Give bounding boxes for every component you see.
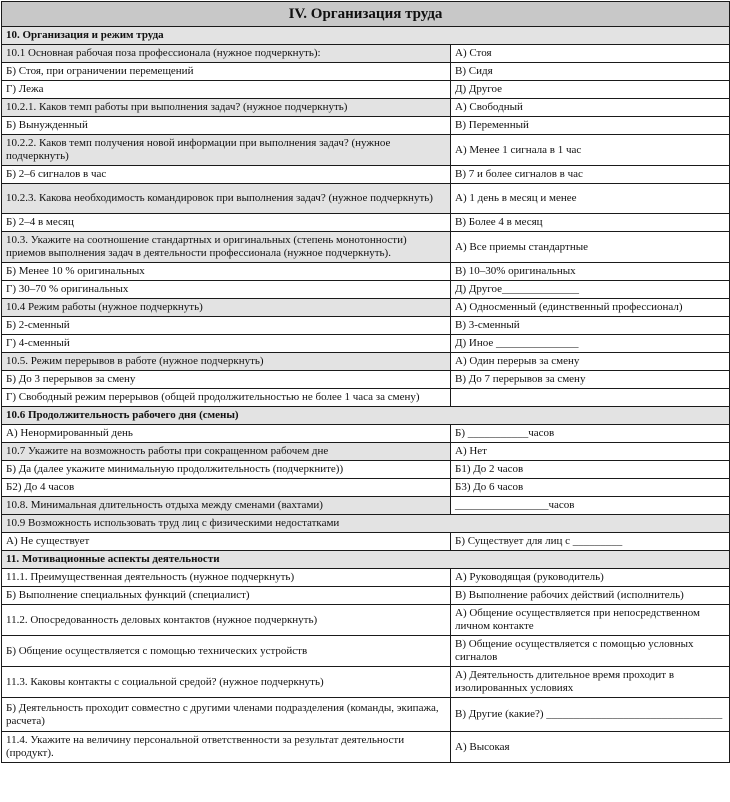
answer-row [2, 698, 730, 732]
answer-row [2, 81, 730, 99]
section-header: 10.6 Продолжительность рабочего дня (смены) [2, 407, 730, 425]
option-left[interactable]: Б) Выполнение специальных функций (специалист) [2, 587, 451, 605]
question-text: 10.1 Основная рабочая поза профессионала (нужное подчеркнуть): [2, 45, 451, 63]
section-header-row [2, 407, 730, 425]
question-row [2, 443, 730, 461]
answer-row [2, 166, 730, 184]
answer-row [2, 317, 730, 335]
option-right[interactable]: В) Переменный [451, 117, 730, 135]
option-right[interactable]: А) Нет [451, 443, 730, 461]
option-right[interactable]: В) Общение осуществляется с помощью условных сигналов [451, 636, 730, 667]
option-right[interactable]: В) Выполнение рабочих действий (исполнитель) [451, 587, 730, 605]
option-right[interactable]: Б3) До 6 часов [451, 479, 730, 497]
option-right[interactable]: _________________часов [451, 497, 730, 515]
question-row [2, 99, 730, 117]
answer-row [2, 636, 730, 667]
option-right[interactable]: Б1) До 2 часов [451, 461, 730, 479]
option-left[interactable]: Г) 30–70 % оригинальных [2, 281, 451, 299]
option-right[interactable]: А) Стоя [451, 45, 730, 63]
option-right[interactable]: А) Один перерыв за смену [451, 353, 730, 371]
section-header-row [2, 551, 730, 569]
option-left[interactable]: Г) 4-сменный [2, 335, 451, 353]
question-row [2, 299, 730, 317]
question-row [2, 515, 730, 533]
question-row [2, 497, 730, 515]
option-right[interactable]: В) Более 4 в месяц [451, 214, 730, 232]
answer-row [2, 461, 730, 479]
answer-row [2, 667, 730, 698]
option-left[interactable]: 11.2. Опосредованность деловых контактов (нужное подчеркнуть) [2, 605, 451, 636]
answer-row [2, 371, 730, 389]
option-right[interactable]: Д) Иное _______________ [451, 335, 730, 353]
option-left[interactable]: 11.3. Каковы контакты с социальной средой? (нужное подчеркнуть) [2, 667, 451, 698]
option-right[interactable]: А) Менее 1 сигнала в 1 час [451, 135, 730, 166]
option-left[interactable]: 11.4. Укажите на величину персональной ответственности за результат деятельности (продукт). [2, 732, 451, 763]
option-right[interactable]: А) Односменный (единственный профессионал) [451, 299, 730, 317]
organization-of-work-form [1, 1, 730, 763]
option-right[interactable]: А) Руководящая (руководитель) [451, 569, 730, 587]
answer-row [2, 389, 730, 407]
option-right[interactable]: В) 3-сменный [451, 317, 730, 335]
option-left[interactable]: Г) Лежа [2, 81, 451, 99]
answer-row [2, 605, 730, 636]
option-right[interactable]: А) Все приемы стандартные [451, 232, 730, 263]
option-right[interactable]: Б) ___________часов [451, 425, 730, 443]
question-text: 10.2.3. Какова необходимость командировок при выполнения задач? (нужное подчеркнуть) [2, 184, 451, 214]
answer-row [2, 533, 730, 551]
answer-row [2, 732, 730, 763]
form-title: IV. Организация труда [2, 2, 730, 27]
answer-row [2, 214, 730, 232]
option-left[interactable]: Б) Вынужденный [2, 117, 451, 135]
answer-row [2, 63, 730, 81]
section-header-row [2, 27, 730, 45]
option-left[interactable]: Б) До 3 перерывов за смену [2, 371, 451, 389]
section-header: 11. Мотивационные аспекты деятельности [2, 551, 730, 569]
option-left[interactable]: А) Не существует [2, 533, 451, 551]
question-text: 10.2.1. Каков темп работы при выполнения задач? (нужное подчеркнуть) [2, 99, 451, 117]
option-right[interactable]: Д) Другое [451, 81, 730, 99]
form-title-row [2, 2, 730, 27]
question-text: 10.2.2. Каков темп получения новой информации при выполнения задач? (нужное подчеркнуть) [2, 135, 451, 166]
question-row [2, 184, 730, 214]
option-right [451, 389, 730, 407]
answer-row [2, 117, 730, 135]
question-row [2, 45, 730, 63]
option-right[interactable]: А) Высокая [451, 732, 730, 763]
option-left[interactable]: Б) Общение осуществляется с помощью технических устройств [2, 636, 451, 667]
question-text: 10.3. Укажите на соотношение стандартных и оригинальных (степень монотонности) приемов выполнения задач в деятельности профессионала (нужное подчеркнуть). [2, 232, 451, 263]
option-right[interactable]: А) Свободный [451, 99, 730, 117]
option-right[interactable]: В) 7 и более сигналов в час [451, 166, 730, 184]
option-right[interactable]: В) До 7 перерывов за смену [451, 371, 730, 389]
option-left[interactable]: Б) Менее 10 % оригинальных [2, 263, 451, 281]
question-row [2, 135, 730, 166]
option-left[interactable]: А) Ненормированный день [2, 425, 451, 443]
option-right[interactable]: А) Деятельность длительное время проходит в изолированных условиях [451, 667, 730, 698]
question-text: 10.5. Режим перерывов в работе (нужное подчеркнуть) [2, 353, 451, 371]
section-header: 10. Организация и режим труда [2, 27, 730, 45]
option-right[interactable]: В) 10–30% оригинальных [451, 263, 730, 281]
answer-row [2, 281, 730, 299]
question-row [2, 353, 730, 371]
option-right[interactable]: В) Сидя [451, 63, 730, 81]
option-right[interactable]: А) 1 день в месяц и менее [451, 184, 730, 214]
option-left[interactable]: Б) 2–6 сигналов в час [2, 166, 451, 184]
question-text: 10.8. Минимальная длительность отдыха между сменами (вахтами) [2, 497, 451, 515]
option-left[interactable]: Б) 2–4 в месяц [2, 214, 451, 232]
option-left[interactable]: 11.1. Преимущественная деятельность (нужное подчеркнуть) [2, 569, 451, 587]
option-left[interactable]: Б) Да (далее укажите минимальную продолжительность (подчеркните)) [2, 461, 451, 479]
answer-row [2, 263, 730, 281]
answer-row [2, 569, 730, 587]
option-left[interactable]: Б) Деятельность проходит совместно с другими членами подразделения (команды, экипажа, расчета) [2, 698, 451, 732]
option-right[interactable]: А) Общение осуществляется при непосредственном личном контакте [451, 605, 730, 636]
option-right[interactable]: В) Другие (какие?) ________________________________ [451, 698, 730, 732]
question-text: 10.7 Укажите на возможность работы при сокращенном рабочем дне [2, 443, 451, 461]
answer-row [2, 425, 730, 443]
option-right[interactable]: Б) Существует для лиц с _________ [451, 533, 730, 551]
option-left[interactable]: Г) Свободный режим перерывов (общей продолжительностью не более 1 часа за смену) [2, 389, 451, 407]
answer-row [2, 335, 730, 353]
option-right[interactable]: Д) Другое______________ [451, 281, 730, 299]
answer-row [2, 479, 730, 497]
question-row [2, 232, 730, 263]
answer-row [2, 587, 730, 605]
option-left[interactable]: Б2) До 4 часов [2, 479, 451, 497]
option-left[interactable]: Б) Стоя, при ограничении перемещений [2, 63, 451, 81]
question-text: 10.9 Возможность использовать труд лиц с физическими недостатками [2, 515, 730, 533]
option-left[interactable]: Б) 2-сменный [2, 317, 451, 335]
question-text: 10.4 Режим работы (нужное подчеркнуть) [2, 299, 451, 317]
